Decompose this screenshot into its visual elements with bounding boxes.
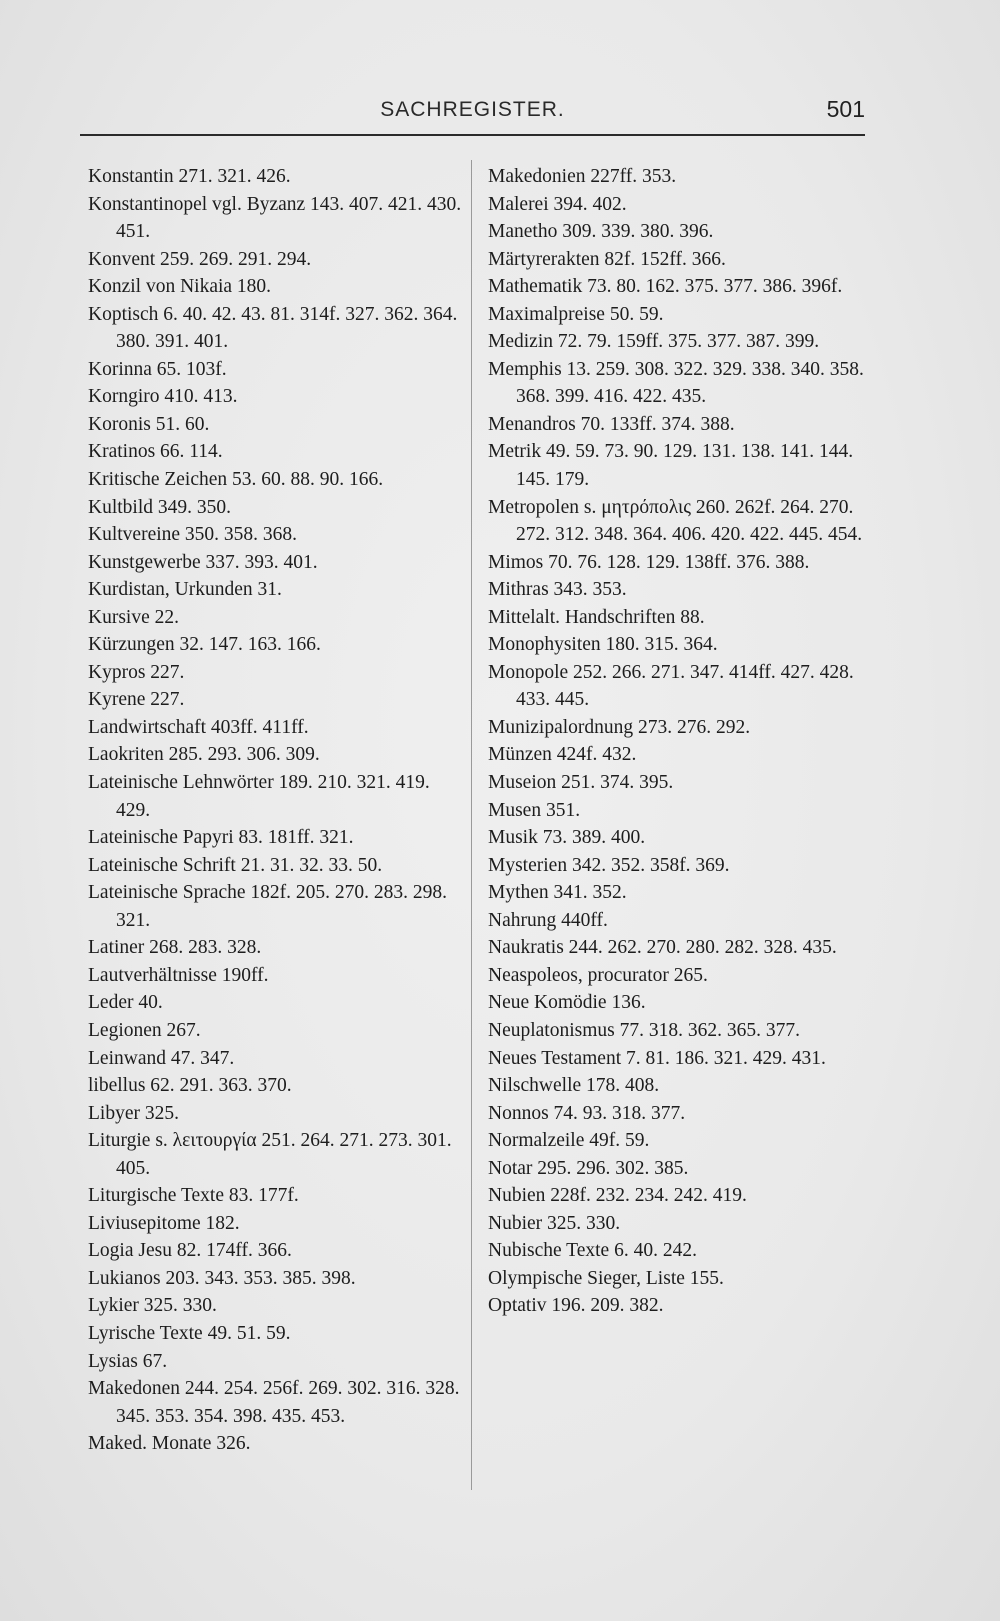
index-entry: Monopole 252. 266. 271. 347. 414ff. 427. 428. 433. 445. bbox=[488, 661, 854, 711]
index-entry: Metropolen s. μητρόπολις 260. 262f. 264. 270. 272. 312. 348. 364. 406. 420. 422. 445. 454. bbox=[488, 496, 863, 546]
index-entry: Kultvereine 350. 358. 368. bbox=[88, 524, 298, 546]
index-entry: Kunstgewerbe 337. 393. 401. bbox=[88, 551, 318, 573]
index-entry: Mysterien 342. 352. 358f. 369. bbox=[488, 854, 730, 876]
index-entry: Nubische Texte 6. 40. 242. bbox=[488, 1240, 697, 1262]
index-entry: Metrik 49. 59. 73. 90. 129. 131. 138. 141. 144. 145. 179. bbox=[488, 441, 854, 491]
index-entry: Lateinische Sprache 182f. 205. 270. 283. 298. 321. bbox=[88, 882, 448, 931]
index-entry: Olympische Sieger, Liste 155. bbox=[488, 1267, 724, 1289]
index-entry: Neuplatonismus 77. 318. 362. 365. 377. bbox=[488, 1019, 800, 1041]
page-header bbox=[80, 98, 865, 134]
page-number: 501 bbox=[826, 96, 865, 122]
index-entry: Maximalpreise 50. 59. bbox=[488, 303, 664, 325]
index-entry: Maked. Monate 326. bbox=[88, 1433, 251, 1455]
index-entry: Notar 295. 296. 302. 385. bbox=[488, 1157, 689, 1179]
index-entry: Koronis 51. 60. bbox=[88, 413, 210, 435]
index-entry: Nilschwelle 178. 408. bbox=[488, 1075, 660, 1097]
index-entry: Konstantinopel vgl. Byzanz 143. 407. 421. 430. 451. bbox=[88, 193, 462, 243]
index-entry: Mithras 343. 353. bbox=[488, 579, 627, 601]
index-entry: Nubier 325. 330. bbox=[488, 1212, 621, 1234]
index-entry: Latiner 268. 283. 328. bbox=[88, 937, 262, 959]
index-entry: Märtyrerakten 82f. 152ff. 366. bbox=[488, 248, 726, 270]
index-entry: Lateinische Lehnwörter 189. 210. 321. 419. 429. bbox=[88, 772, 430, 821]
index-entry: Museion 251. 374. 395. bbox=[488, 772, 674, 794]
index-entry: Musen 351. bbox=[488, 799, 581, 821]
index-entry: Laokriten 285. 293. 306. 309. bbox=[88, 744, 320, 766]
index-entry: Lysias 67. bbox=[88, 1350, 168, 1372]
index-entry: Legionen 267. bbox=[88, 1019, 201, 1041]
index-entry: Liviusepitome 182. bbox=[88, 1212, 240, 1234]
index-entry: Lautverhältnisse 190ff. bbox=[88, 964, 269, 986]
index-entry: Neues Testament 7. 81. 186. 321. 429. 431. bbox=[488, 1047, 826, 1069]
index-entry: Lateinische Papyri 83. 181ff. 321. bbox=[88, 827, 354, 849]
index-entry: Menandros 70. 133ff. 374. 388. bbox=[488, 413, 735, 435]
header-rule bbox=[80, 134, 865, 136]
index-entry: Nahrung 440ff. bbox=[488, 909, 608, 931]
index-entry: Kyrene 227. bbox=[88, 689, 185, 711]
index-entry: Leinwand 47. 347. bbox=[88, 1047, 235, 1069]
index-entry: Libyer 325. bbox=[88, 1102, 179, 1124]
index-entry: Kratinos 66. 114. bbox=[88, 441, 223, 463]
index-entry: Konzil von Nikaia 180. bbox=[88, 276, 272, 298]
index-entry: Lukianos 203. 343. 353. 385. 398. bbox=[88, 1267, 356, 1289]
index-entry: Konvent 259. 269. 291. 294. bbox=[88, 248, 312, 270]
index-entry: Mathematik 73. 80. 162. 375. 377. 386. 396f. bbox=[488, 276, 843, 298]
index-entry: Memphis 13. 259. 308. 322. 329. 338. 340. 358. 368. 399. 416. 422. 435. bbox=[488, 358, 864, 408]
index-entry: Mittelalt. Handschriften 88. bbox=[488, 606, 705, 628]
index-entry: Medizin 72. 79. 159ff. 375. 377. 387. 399. bbox=[488, 331, 820, 353]
index-entry: Nubien 228f. 232. 234. 242. 419. bbox=[488, 1185, 747, 1207]
index-entry: Musik 73. 389. 400. bbox=[488, 827, 646, 849]
index-column-right bbox=[488, 163, 878, 1320]
index-entry: Kurdistan, Urkunden 31. bbox=[88, 579, 282, 601]
index-entry: Lykier 325. 330. bbox=[88, 1295, 217, 1317]
index-entry: Mimos 70. 76. 128. 129. 138ff. 376. 388. bbox=[488, 551, 810, 573]
index-entry: Kursive 22. bbox=[88, 606, 179, 628]
index-entry: Neaspoleos, procurator 265. bbox=[488, 964, 708, 986]
index-entry: Korngiro 410. 413. bbox=[88, 386, 238, 408]
index-entry: Lyrische Texte 49. 51. 59. bbox=[88, 1322, 291, 1344]
column-divider bbox=[471, 160, 472, 1490]
index-entry: Leder 40. bbox=[88, 992, 163, 1014]
index-entry: Optativ 196. 209. 382. bbox=[488, 1295, 664, 1317]
index-entry: libellus 62. 291. 363. 370. bbox=[88, 1075, 292, 1097]
index-entry: Kultbild 349. 350. bbox=[88, 496, 232, 518]
index-entry: Lateinische Schrift 21. 31. 32. 33. 50. bbox=[88, 854, 383, 876]
index-entry: Malerei 394. 402. bbox=[488, 193, 627, 215]
index-entry: Manetho 309. 339. 380. 396. bbox=[488, 221, 714, 243]
index-entry: Kypros 227. bbox=[88, 661, 185, 683]
index-entry: Neue Komödie 136. bbox=[488, 992, 646, 1014]
index-entry: Münzen 424f. 432. bbox=[488, 744, 637, 766]
index-entry: Korinna 65. 103f. bbox=[88, 358, 227, 380]
index-entry: Naukratis 244. 262. 270. 280. 282. 328. 435. bbox=[488, 937, 837, 959]
index-entry: Monophysiten 180. 315. 364. bbox=[488, 634, 718, 656]
index-entry: Nonnos 74. 93. 318. 377. bbox=[488, 1102, 686, 1124]
index-entry: Konstantin 271. 321. 426. bbox=[88, 166, 291, 187]
index-entry: Liturgie s. λειτουργία 251. 264. 271. 273. 301. 405. bbox=[88, 1130, 452, 1179]
index-entry: Makedonen 244. 254. 256f. 269. 302. 316. 328. 345. 353. 354. 398. 435. 453. bbox=[88, 1378, 460, 1427]
running-title: SACHREGISTER. bbox=[380, 98, 565, 121]
index-entry: Koptisch 6. 40. 42. 43. 81. 314f. 327. 362. 364. 380. 391. 401. bbox=[88, 303, 458, 353]
index-entry: Makedonien 227ff. 353. bbox=[488, 166, 677, 187]
index-column-left bbox=[88, 163, 463, 1458]
index-entry: Landwirtschaft 403ff. 411ff. bbox=[88, 716, 309, 738]
index-entry: Liturgische Texte 83. 177f. bbox=[88, 1185, 299, 1207]
index-entry: Kürzungen 32. 147. 163. 166. bbox=[88, 634, 321, 656]
index-entry: Normalzeile 49f. 59. bbox=[488, 1130, 650, 1152]
index-entry: Munizipalordnung 273. 276. 292. bbox=[488, 716, 751, 738]
index-entry: Mythen 341. 352. bbox=[488, 882, 627, 904]
index-entry: Logia Jesu 82. 174ff. 366. bbox=[88, 1240, 292, 1262]
index-entry: Kritische Zeichen 53. 60. 88. 90. 166. bbox=[88, 469, 384, 491]
